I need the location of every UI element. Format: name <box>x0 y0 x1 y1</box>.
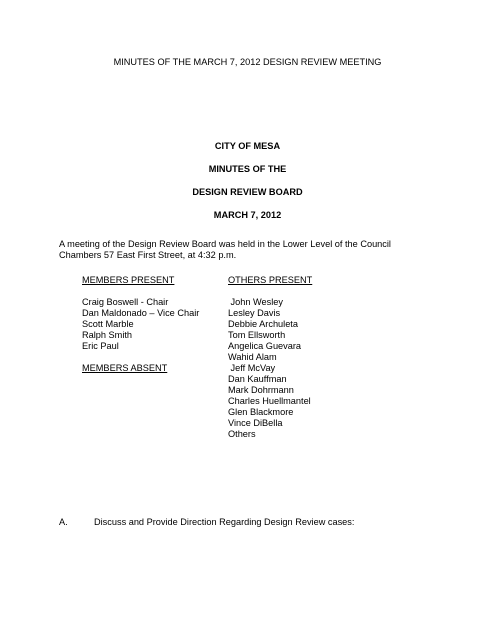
title-minutes-of: MINUTES OF THE <box>208 164 287 174</box>
other-present-name: Mark Dohrmann <box>228 385 294 395</box>
other-present-name: Vince DiBella <box>228 418 283 428</box>
member-present-name: Eric Paul <box>82 341 119 351</box>
running-title: MINUTES OF THE MARCH 7, 2012 DESIGN REVIEW MEETING <box>113 57 382 67</box>
other-present-name: Dan Kauffman <box>228 374 287 384</box>
others-present-heading: OTHERS PRESENT <box>228 275 313 285</box>
members-present-heading: MEMBERS PRESENT <box>82 275 175 285</box>
other-present-name: Jeff McVay <box>228 363 276 373</box>
other-present-name: Others <box>228 429 256 439</box>
other-present-name: Wahid Alam <box>228 352 277 362</box>
other-present-name: John Wesley <box>228 297 283 307</box>
title-city: CITY OF MESA <box>214 141 281 151</box>
title-date: MARCH 7, 2012 <box>213 210 282 220</box>
other-present-name: Lesley Davis <box>228 308 281 318</box>
member-present-name: Scott Marble <box>82 319 134 329</box>
other-present-name: Tom Ellsworth <box>228 330 286 340</box>
intro-line-1: A meeting of the Design Review Board was held in the Lower Level of the Council <box>59 239 391 249</box>
others-column <box>228 275 312 440</box>
members-absent-heading: MEMBERS ABSENT <box>82 363 168 373</box>
agenda-item-letter: A. <box>59 517 68 527</box>
member-present-name: Craig Boswell - Chair <box>82 297 169 307</box>
other-present-name: Debbie Archuleta <box>228 319 298 329</box>
member-present-name: Dan Maldonado – Vice Chair <box>82 308 200 318</box>
other-present-name: Glen Blackmore <box>228 407 294 417</box>
members-column <box>82 275 199 374</box>
other-present-name: Angelica Guevara <box>228 341 302 351</box>
intro-line-2: Chambers 57 East First Street, at 4:32 p.m. <box>59 250 237 260</box>
member-present-name: Ralph Smith <box>82 330 133 340</box>
other-present-name: Charles Huellmantel <box>228 396 311 406</box>
agenda-item-text: Discuss and Provide Direction Regarding Design Review cases: <box>94 517 355 527</box>
title-board: DESIGN REVIEW BOARD <box>192 187 303 197</box>
